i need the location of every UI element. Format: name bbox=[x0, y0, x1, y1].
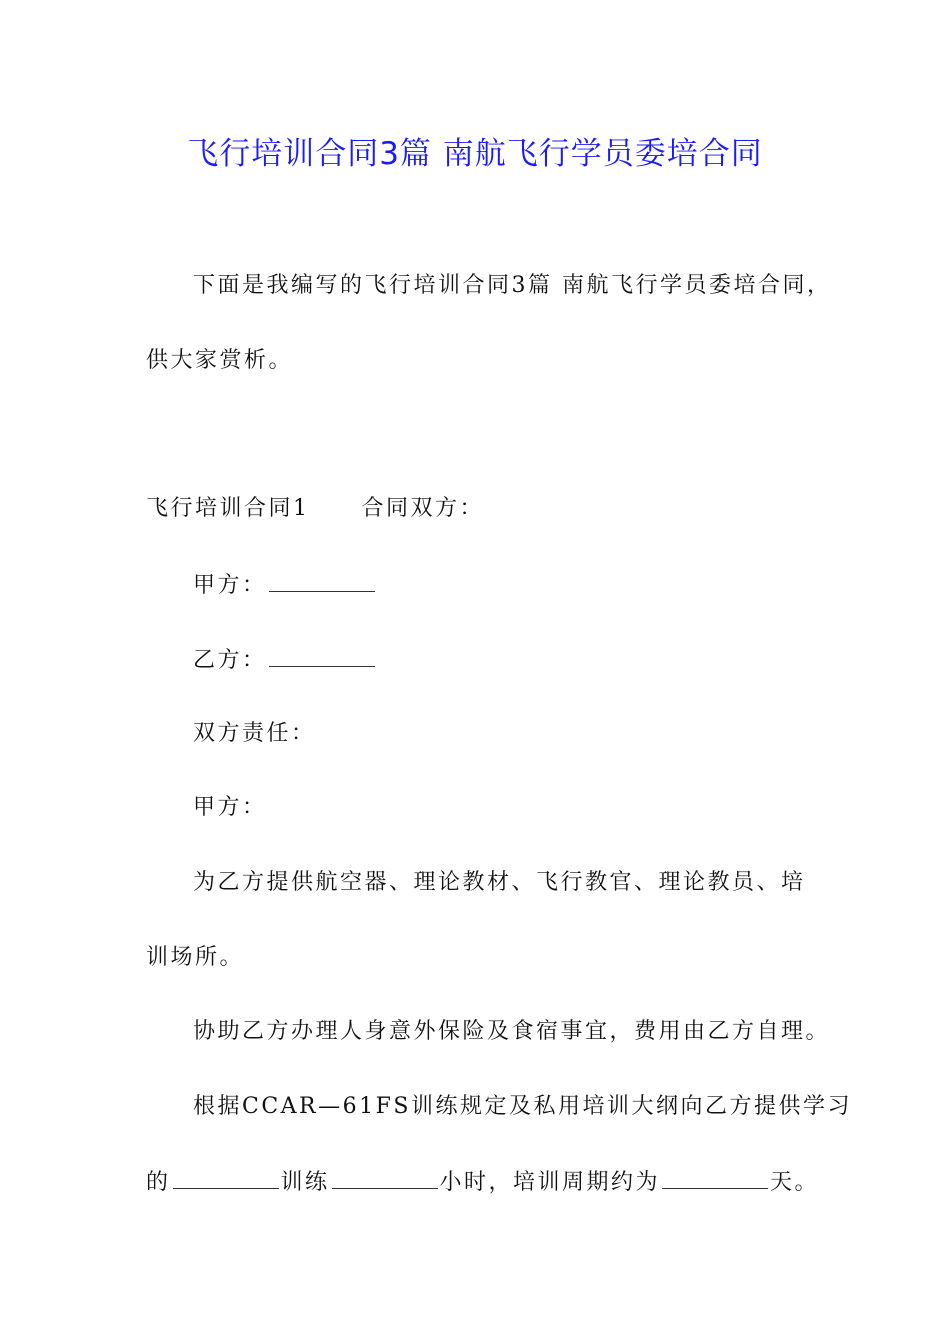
duty1-line2: 训场所。 bbox=[146, 945, 245, 970]
intro-paragraph-line1: 下面是我编写的飞行培训合同3篇 南航飞行学员委培合同， bbox=[193, 273, 832, 298]
duty3-seg4: 天。 bbox=[770, 1170, 820, 1195]
party-b-blank bbox=[269, 644, 375, 667]
section-heading-row bbox=[146, 494, 484, 524]
document-title: 飞行培训合同3篇 南航飞行学员委培合同 bbox=[187, 136, 763, 172]
duty3-seg3: 小时，培训周期约为 bbox=[439, 1170, 661, 1195]
party-b-row bbox=[193, 644, 377, 676]
party-a-row bbox=[193, 569, 377, 601]
duty3-line1: 根据CCAR—61FS训练规定及私用培训大纲向乙方提供学习 bbox=[193, 1094, 852, 1119]
parties-label: 合同双方： bbox=[361, 496, 485, 521]
duty3-blank1 bbox=[173, 1166, 279, 1189]
duty3-seg2: 训练 bbox=[280, 1170, 330, 1195]
duty3-blank2 bbox=[332, 1166, 438, 1189]
duty3-blank3 bbox=[662, 1166, 768, 1189]
party-a-label: 甲方： bbox=[193, 573, 267, 598]
duty2-line: 协助乙方办理人身意外保险及食宿事宜，费用由乙方自理。 bbox=[193, 1019, 831, 1044]
party-a-blank bbox=[269, 569, 375, 592]
responsibilities-label: 双方责任： bbox=[193, 721, 316, 746]
party-b-label: 乙方： bbox=[193, 648, 267, 673]
duty1-line1: 为乙方提供航空器、理论教材、飞行教官、理论教员、培 bbox=[193, 870, 806, 895]
section-heading: 飞行培训合同1 bbox=[146, 496, 310, 521]
duty3-line2 bbox=[146, 1166, 819, 1198]
duty3-seg1: 的 bbox=[146, 1170, 171, 1195]
party-a-duties-label: 甲方： bbox=[193, 795, 267, 820]
intro-paragraph-line2: 供大家赏析。 bbox=[146, 348, 294, 373]
